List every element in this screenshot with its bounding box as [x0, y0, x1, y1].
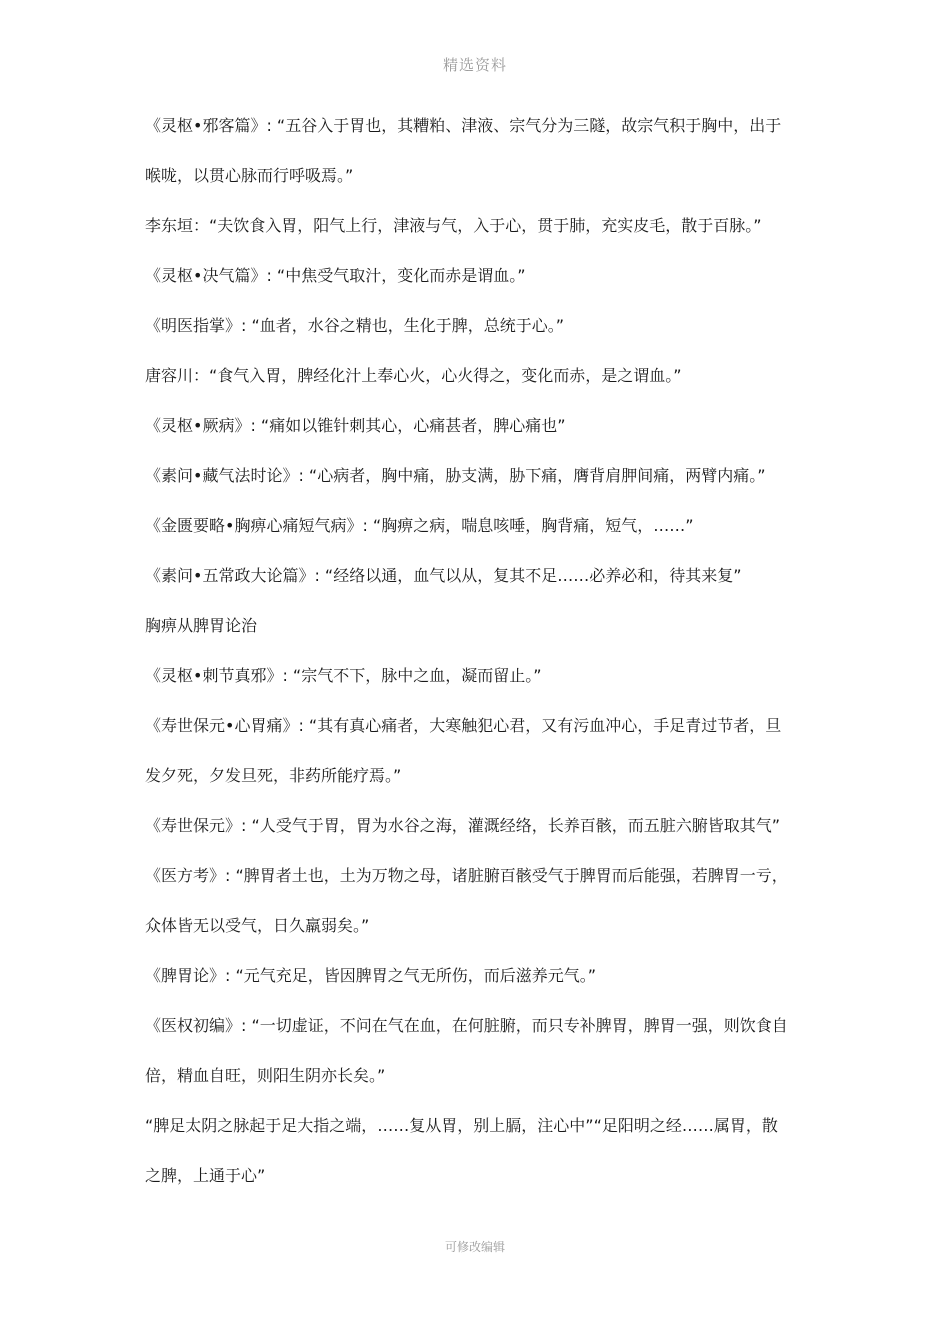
- text-line: 《医权初编》: “一切虚证，不问在气在血，在何脏腑，而只专补脾胃，脾胃一强，则饮食自: [145, 1016, 788, 1035]
- text-line: 之脾，上通于心”: [145, 1166, 266, 1185]
- text-line: 《医方考》: “脾胃者土也，土为万物之母，诸脏腑百骸受气于脾胃而后能强，若脾胃一亏，: [145, 866, 788, 885]
- text-line: 《灵枢•邪客篇》: “五谷入于胃也，其糟粕、津液、宗气分为三隧，故宗气积于胸中，出于: [145, 116, 782, 135]
- text-line: 《灵枢•厥病》: “痛如以锥针刺其心，心痛甚者，脾心痛也”: [145, 416, 566, 435]
- text-line: 众体皆无以受气，日久羸弱矣。”: [145, 916, 370, 935]
- text-line: 《脾胃论》: “元气充足，皆因脾胃之气无所伤，而后滋养元气。”: [145, 966, 597, 985]
- text-line: 唐容川：“食气入胃，脾经化汁上奉心火，心火得之，变化而赤，是之谓血。”: [145, 366, 682, 385]
- text-line: 《灵枢•决气篇》: “中焦受气取汁，变化而赤是谓血。”: [145, 266, 526, 285]
- document-body: [145, 106, 815, 1206]
- text-line: 《金匮要略•胸痹心痛短气病》: “胸痹之病，喘息咳唾，胸背痛，短气，……”: [145, 516, 694, 535]
- text-line: 李东垣：“夫饮食入胃，阳气上行，津液与气，入于心，贯于肺，充实皮毛，散于百脉。”: [145, 216, 762, 235]
- text-line: 《灵枢•刺节真邪》: “宗气不下，脉中之血，凝而留止。”: [145, 666, 542, 685]
- text-line: 倍，精血自旺，则阳生阴亦长矣。”: [145, 1066, 386, 1085]
- text-line: 《素问•五常政大论篇》: “经络以通，血气以从，复其不足……必养必和，待其来复”: [145, 566, 742, 585]
- section-heading: 胸痹从脾胃论治: [145, 616, 258, 635]
- text-line: 喉咙，以贯心脉而行呼吸焉。”: [145, 166, 354, 185]
- text-line: 《素问•藏气法时论》: “心病者，胸中痛，胁支满，胁下痛，膺背肩胛间痛，两臂内痛。”: [145, 466, 766, 485]
- page-footer: 可修改编辑: [444, 1240, 505, 1254]
- text-line: 发夕死，夕发旦死，非药所能疗焉。”: [145, 766, 402, 785]
- text-line: 《明医指掌》: “血者，水谷之精也，生化于脾，总统于心。”: [145, 316, 565, 335]
- page-header: 精选资料: [442, 56, 507, 74]
- text-line: “脾足太阴之脉起于足大指之端，……复从胃，别上膈，注心中”“足阳明之经……属胃，散: [145, 1116, 778, 1135]
- text-line: 《寿世保元•心胃痛》: “其有真心痛者，大寒触犯心君，又有污血冲心，手足青过节者，旦: [145, 716, 782, 735]
- text-line: 《寿世保元》: “人受气于胃，胃为水谷之海，灌溉经络，长养百骸，而五脏六腑皆取其气”: [145, 816, 781, 835]
